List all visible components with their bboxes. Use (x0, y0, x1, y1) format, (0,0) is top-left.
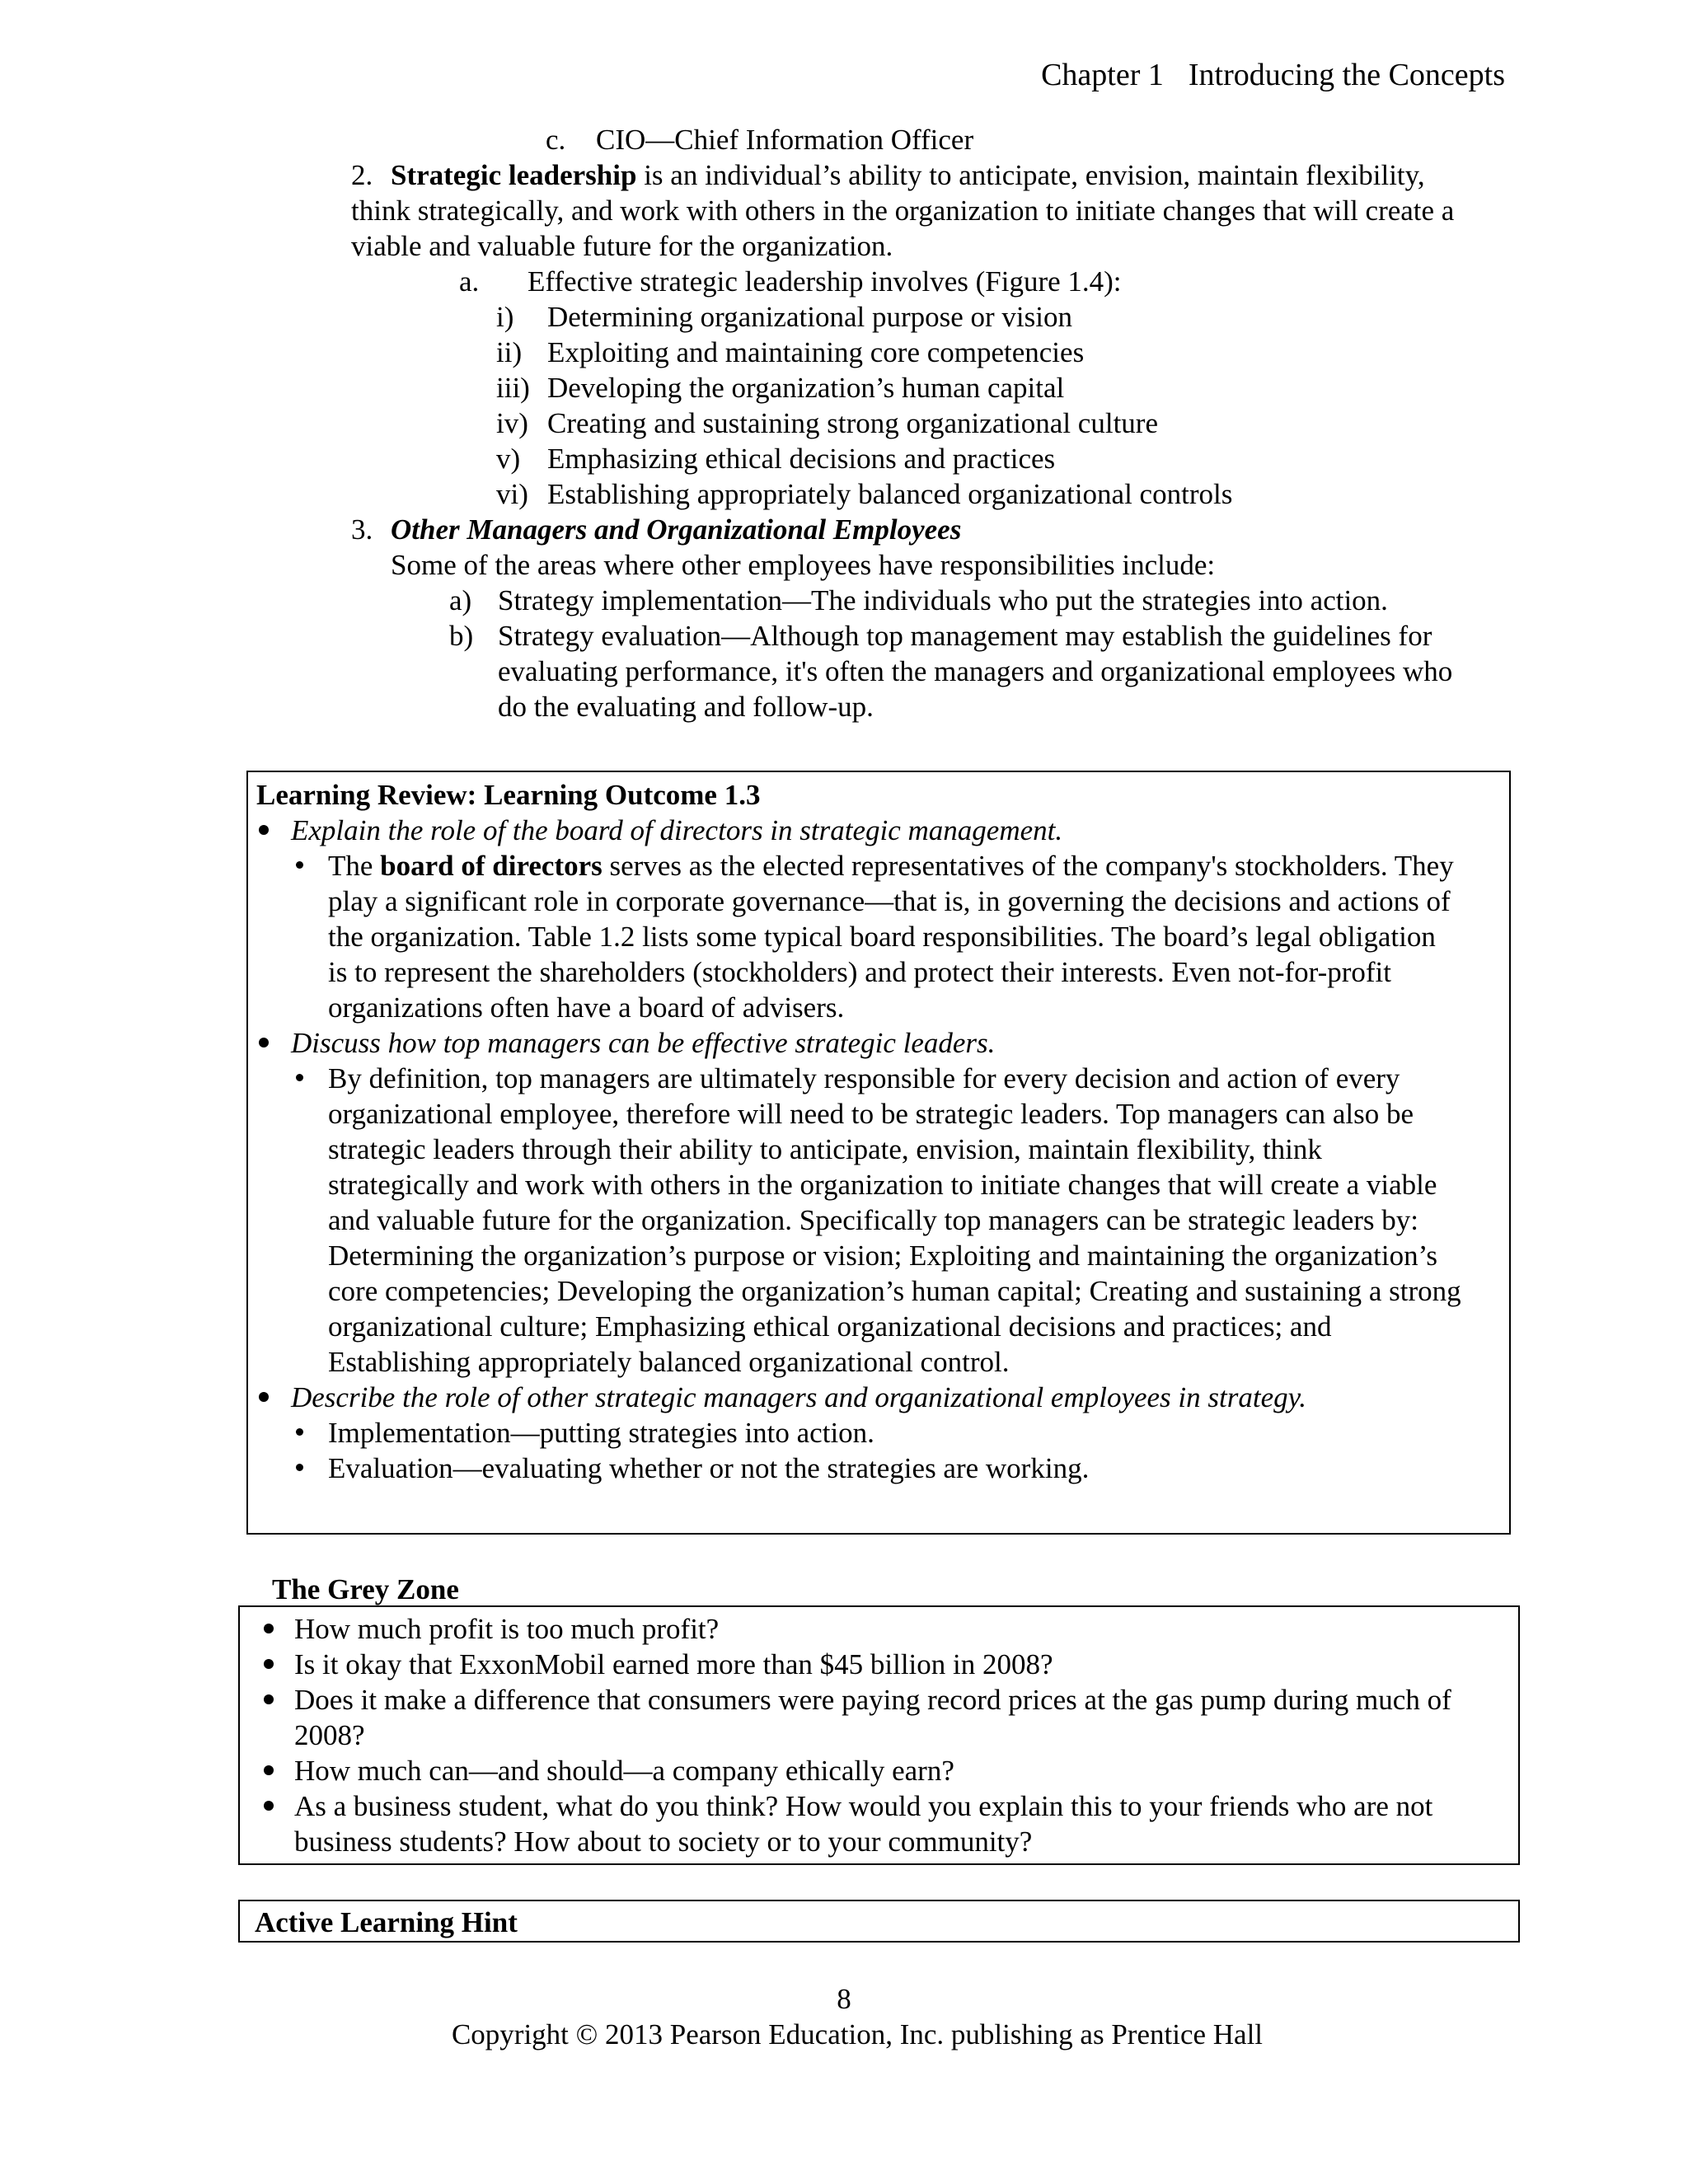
outline-item2-number: 2. (351, 159, 373, 191)
review-answer-3-item: Implementation—putting strategies into action. (328, 1417, 874, 1449)
answer-1-line1-rest: serves as the elected representatives of the company's stockholders. They (602, 850, 1454, 882)
bullet-icon (259, 1392, 269, 1402)
review-answer-2-line: strategic leaders through their ability to anticipate, envision, maintain flexibility, think (328, 1133, 1322, 1165)
review-answer-2-line: core competencies; Developing the organization’s human capital; Creating and sustaining a strong (328, 1275, 1461, 1307)
review-question-3: Describe the role of other strategic managers and organizational employees in strategy. (291, 1381, 1306, 1413)
outline-item3-a-text: Strategy implementation—The individuals who put the strategies into action. (498, 584, 1388, 616)
review-answer-2-line: strategically and work with others in the organization to initiate changes that will create a viable (328, 1169, 1437, 1201)
outline-item2-line2: think strategically, and work with others in the organization to initiate changes that will create a (351, 194, 1455, 227)
bullet-icon (264, 1801, 274, 1811)
chapter-title: Introducing the Concepts (1188, 58, 1505, 92)
list-text: Determining organizational purpose or vision (547, 301, 1072, 333)
list-marker: ii) (496, 336, 523, 368)
bullet-icon (296, 1464, 303, 1471)
outline-item2-line3: viable and valuable future for the organization. (351, 230, 893, 262)
grey-zone-item: How much profit is too much profit? (294, 1613, 720, 1645)
outline-item2-line1-rest: is an individual’s ability to anticipate, envision, maintain flexibility, (636, 159, 1425, 191)
chapter-label: Chapter 1 (1041, 58, 1164, 92)
running-header (1041, 58, 1505, 93)
outline-item3-a-marker: a) (449, 584, 472, 616)
outline-cio-text: CIO—Chief Information Officer (596, 124, 974, 156)
grey-zone-item: Is it okay that ExxonMobil earned more than $45 billion in 2008? (294, 1648, 1053, 1680)
copyright-line: Copyright © 2013 Pearson Education, Inc. publishing as Prentice Hall (451, 2018, 1264, 2050)
outline-item3-b-marker: b) (449, 620, 474, 652)
review-answer-2-line: organizational employee, therefore will need to be strategic leaders. Top managers can also be (328, 1098, 1414, 1130)
bullet-icon (296, 1074, 303, 1081)
review-answer-1-line: the organization. Table 1.2 lists some typical board responsibilities. The board’s legal obligation (328, 921, 1436, 953)
review-answer-3-item: Evaluation—evaluating whether or not the strategies are working. (328, 1452, 1090, 1484)
bullet-icon (264, 1694, 274, 1704)
outline-sub-a-marker: a. (459, 265, 480, 298)
grey-zone-box (238, 1605, 1520, 1865)
list-marker: i) (496, 301, 514, 333)
list-text: Exploiting and maintaining core competencies (547, 336, 1085, 368)
learning-review-title: Learning Review: Learning Outcome 1.3 (256, 779, 761, 811)
outline-cio-marker: c. (546, 124, 566, 156)
review-answer-1-line: is to represent the shareholders (stockholders) and protect their interests. Even not-for-profit (328, 956, 1391, 988)
review-answer-2-line: By definition, top managers are ultimately responsible for every decision and action of every (328, 1062, 1400, 1094)
review-answer-2-line: organizational culture; Emphasizing ethical organizational decisions and practices; and (328, 1310, 1332, 1343)
board-of-directors-term: board of directors (380, 850, 603, 882)
grey-zone-item-continued: 2008? (294, 1719, 365, 1751)
outline-item3-heading: Other Managers and Organizational Employees (391, 513, 962, 546)
active-learning-box (238, 1900, 1520, 1943)
answer-1-prefix: The (328, 850, 381, 882)
review-answer-1-line1 (328, 848, 1454, 883)
outline-item3-b-line2: evaluating performance, it's often the managers and organizational employees who (498, 655, 1453, 687)
list-marker: vi) (496, 478, 528, 510)
list-text: Establishing appropriately balanced organizational controls (547, 478, 1233, 510)
review-question-2: Discuss how top managers can be effective strategic leaders. (291, 1027, 996, 1059)
active-learning-title: Active Learning Hint (255, 1906, 518, 1938)
bullet-icon (264, 1624, 274, 1633)
bullet-icon (296, 1428, 303, 1436)
list-text: Creating and sustaining strong organizational culture (547, 407, 1158, 439)
bullet-icon (259, 825, 269, 835)
outline-sub-a-text: Effective strategic leadership involves (Figure 1.4): (528, 265, 1122, 298)
grey-zone-item: Does it make a difference that consumers were paying record prices at the gas pump during much of (294, 1684, 1451, 1716)
grey-zone-item: How much can—and should—a company ethically earn? (294, 1755, 954, 1787)
grey-zone-item-continued: business students? How about to society or to your community? (294, 1825, 1033, 1858)
grey-zone-title: The Grey Zone (272, 1573, 459, 1605)
list-marker: iv) (496, 407, 528, 439)
bullet-icon (264, 1765, 274, 1775)
list-text: Developing the organization’s human capital (547, 372, 1065, 404)
bullet-icon (296, 861, 303, 869)
outline-item3-number: 3. (351, 513, 373, 546)
bullet-icon (264, 1659, 274, 1669)
review-question-1: Explain the role of the board of directors in strategic management. (291, 814, 1063, 846)
page-number: 8 (837, 1983, 851, 2015)
list-marker: v) (496, 443, 521, 475)
outline-item3-b-line3: do the evaluating and follow-up. (498, 691, 874, 723)
bullet-icon (259, 1038, 269, 1047)
review-answer-1-line: organizations often have a board of advisers. (328, 991, 845, 1024)
strategic-leadership-term: Strategic leadership (391, 159, 637, 191)
review-answer-2-line: and valuable future for the organization. Specifically top managers can be strategic leaders by: (328, 1204, 1418, 1236)
grey-zone-item: As a business student, what do you think? How would you explain this to your friends who are not (294, 1790, 1433, 1822)
list-marker: iii) (496, 372, 530, 404)
outline-item3-b-line1: Strategy evaluation—Although top management may establish the guidelines for (498, 620, 1432, 652)
outline-item3-intro: Some of the areas where other employees have responsibilities include: (391, 549, 1216, 581)
review-answer-1-line: play a significant role in corporate governance—that is, in governing the decisions and actions of (328, 885, 1451, 917)
list-text: Emphasizing ethical decisions and practices (547, 443, 1056, 475)
learning-review-box (246, 771, 1511, 1535)
outline-item2-line1 (391, 157, 1425, 193)
review-answer-2-line: Establishing appropriately balanced organizational control. (328, 1346, 1010, 1378)
review-answer-2-line: Determining the organization’s purpose or vision; Exploiting and maintaining the organization’s (328, 1240, 1437, 1272)
